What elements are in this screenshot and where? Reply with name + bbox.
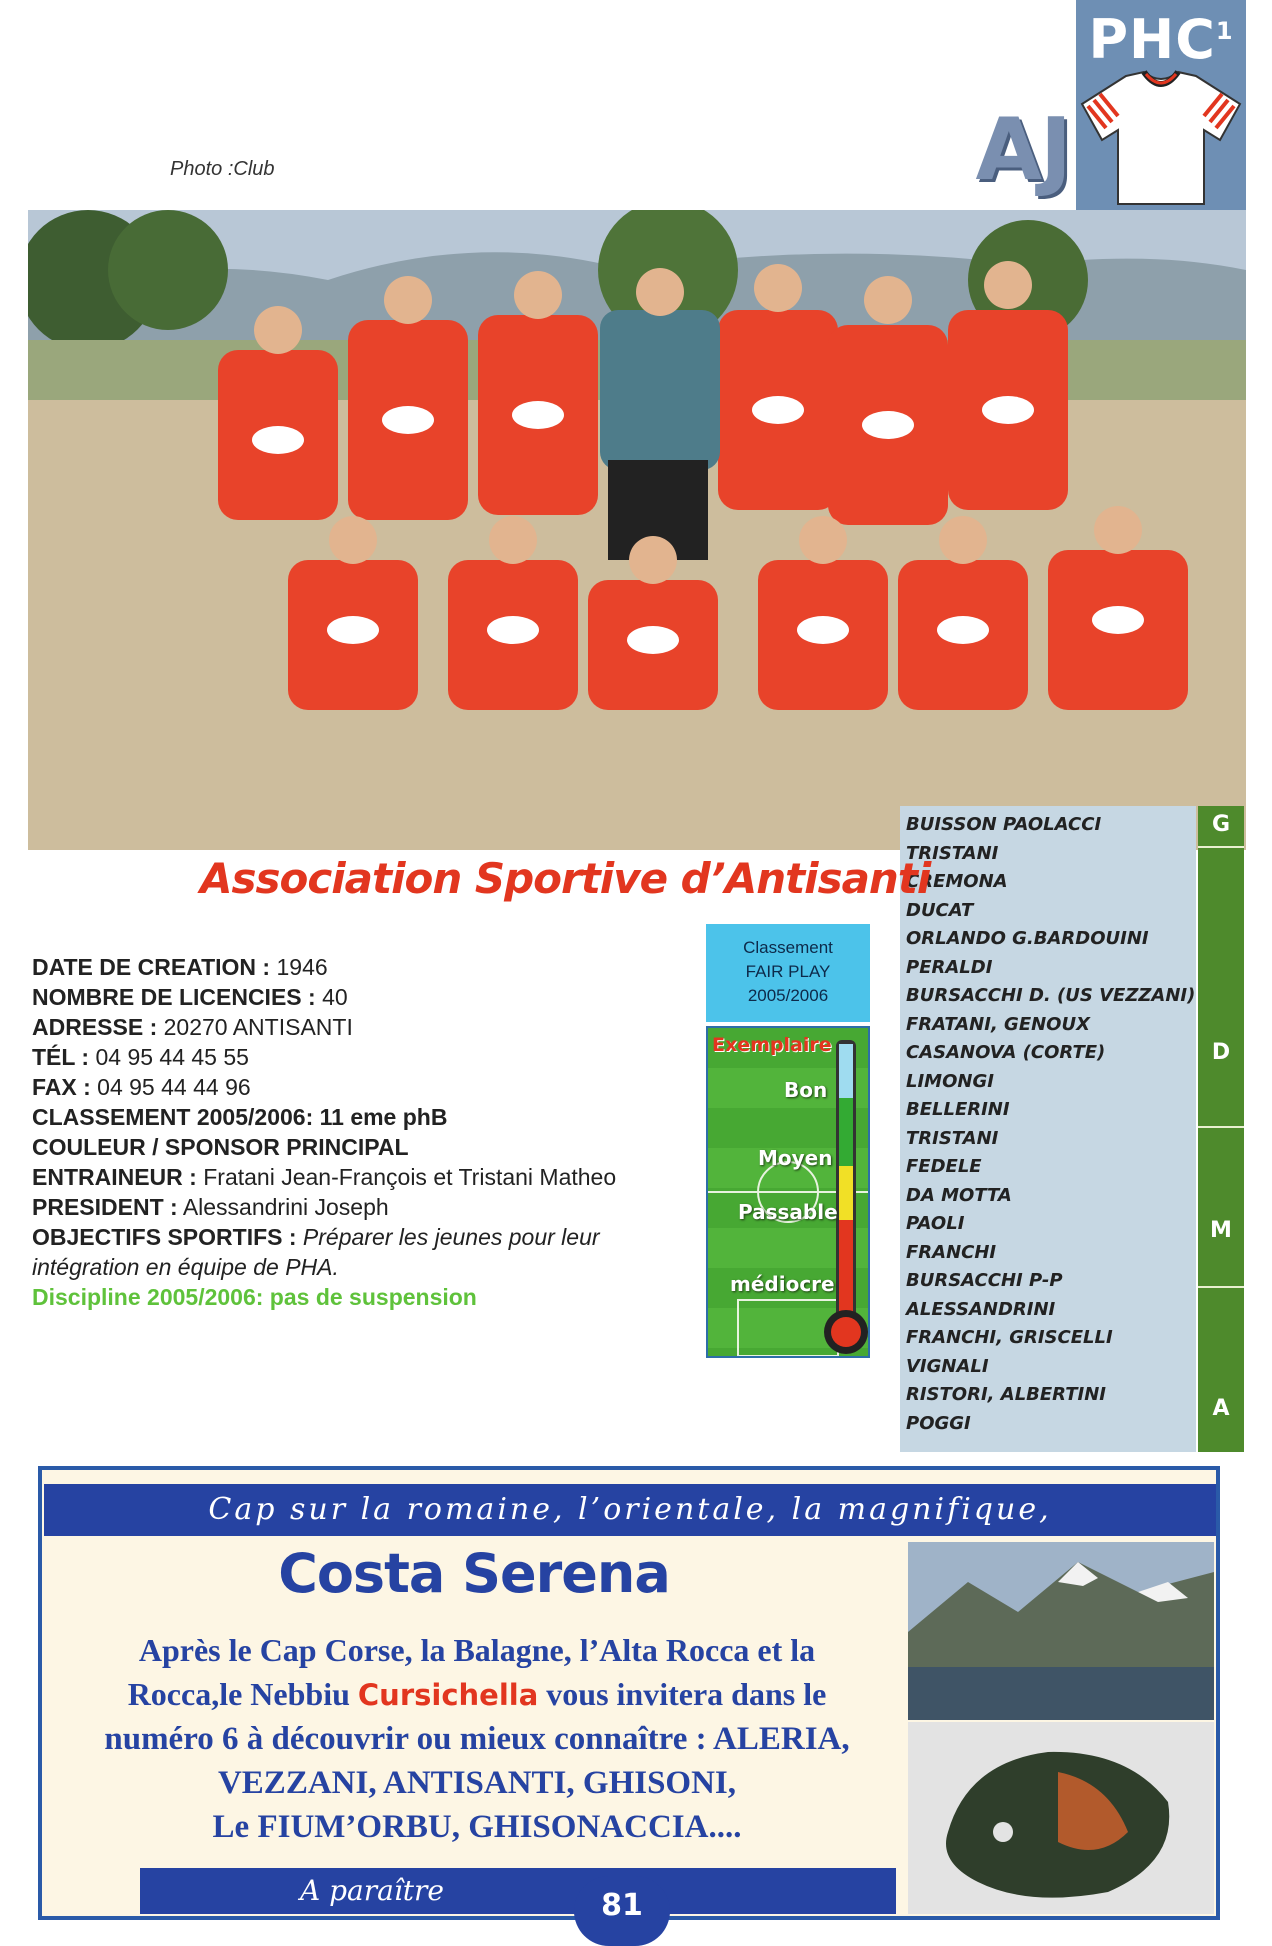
ad-line: VEZZANI, ANTISANTI, GHISONI,: [217, 1765, 737, 1801]
club-title: AJ: [975, 100, 1070, 200]
ad-line: Après le Cap Corse, la Balagne, l’Alta Rocca et la: [138, 1632, 816, 1668]
player-name: TRISTANI: [906, 1128, 999, 1149]
info-tel: TÉL : 04 95 44 45 55: [32, 1044, 249, 1070]
category-label: PHC$^1$: [1088, 8, 1234, 71]
player-name: CREMONA: [906, 871, 1008, 892]
antique-vase-photo: [908, 1722, 1214, 1914]
player-name: ORLANDO G.BARDOUINI: [906, 928, 1149, 949]
ad-band: Cap sur la romaine, l’orientale, la magnifique,: [44, 1484, 1216, 1536]
player-name: POGGI: [906, 1413, 971, 1434]
player-name: BELLERINI: [906, 1099, 1010, 1120]
player-name: BURSACCHI P-P: [906, 1270, 1063, 1291]
team-photo: [28, 210, 1246, 850]
player-name: LIMONGI: [906, 1071, 994, 1092]
fair-play-line1: Classement: [743, 938, 833, 957]
ad-line: numéro 6 à découvrir ou mieux connaître : ALERIA,: [104, 1721, 850, 1757]
gauge-level-bon: Bon: [784, 1078, 828, 1102]
ad-magazine-name: Cursichella: [357, 1678, 539, 1712]
info-creation: DATE DE CREATION : 1946: [32, 954, 328, 980]
ad-line: Rocca,le Nebbiu Cursichella vous invitera dans le: [127, 1676, 827, 1712]
player-name: BURSACCHI D. (US VEZZANI): [906, 985, 1196, 1006]
info-objectifs: OBJECTIFS SPORTIFS : Préparer les jeunes pour leur: [32, 1224, 600, 1250]
player-name: FRANCHI, GRISCELLI: [906, 1327, 1113, 1348]
gauge-level-passable: Passable: [738, 1200, 838, 1224]
mountain-lake-photo: [908, 1542, 1214, 1720]
team-photo-illustration: [28, 210, 1246, 850]
gauge-level-mediocre: médiocre: [730, 1272, 835, 1296]
info-classement: CLASSEMENT 2005/2006: 11 eme phB: [32, 1104, 448, 1130]
fair-play-line3: 2005/2006: [747, 986, 829, 1005]
gauge-level-exemplaire: Exemplaire: [712, 1034, 832, 1056]
player-name: CASANOVA (CORTE): [906, 1042, 1106, 1063]
info-licences: NOMBRE DE LICENCIES : 40: [32, 984, 348, 1010]
player-name: PAOLI: [906, 1213, 965, 1234]
fair-play-header: [706, 924, 870, 1022]
position-goalkeeper: G: [1211, 812, 1231, 837]
player-name: RISTORI, ALBERTINI: [906, 1384, 1106, 1405]
info-objectifs-cont: intégration en équipe de PHA.: [32, 1254, 339, 1280]
player-name: DA MOTTA: [906, 1185, 1012, 1206]
player-name: DUCAT: [906, 900, 974, 921]
info-entraineur: ENTRAINEUR : Fratani Jean-François et Tristani Matheo: [32, 1164, 617, 1190]
fair-play-gauge: [706, 1026, 870, 1358]
position-midfielder: M: [1210, 1218, 1232, 1243]
player-name: ALESSANDRINI: [906, 1299, 1056, 1320]
info-couleur: COULEUR / SPONSOR PRINCIPAL: [32, 1134, 409, 1160]
association-title: Association Sportive d’Antisanti: [200, 854, 931, 903]
player-name: FRATANI, GENOUX: [906, 1014, 1090, 1035]
ad-text: [44, 1628, 910, 1849]
info-president: PRESIDENT : Alessandrini Joseph: [32, 1194, 389, 1220]
player-name: VIGNALI: [906, 1356, 989, 1377]
player-name: TRISTANI: [906, 843, 999, 864]
info-address: ADRESSE : 20270 ANTISANTI: [32, 1014, 353, 1040]
position-attacker: A: [1212, 1396, 1230, 1421]
info-fax: FAX : 04 95 44 44 96: [32, 1074, 251, 1100]
ad-footer: A paraître: [140, 1868, 896, 1914]
position-defender: D: [1211, 1040, 1231, 1065]
position-divider: [1198, 1286, 1244, 1452]
page-number: 81: [574, 1876, 670, 1946]
jersey-icon: [1080, 70, 1242, 206]
fair-play-line2: FAIR PLAY: [745, 962, 831, 981]
position-divider: [1198, 846, 1244, 1126]
ad-line: Le FIUM’ORBU, GHISONACCIA....: [212, 1809, 742, 1845]
gauge-level-moyen: Moyen: [758, 1146, 833, 1170]
player-name: PERALDI: [906, 957, 993, 978]
info-discipline: Discipline 2005/2006: pas de suspension: [32, 1284, 477, 1310]
player-name: FRANCHI: [906, 1242, 997, 1263]
player-name: BUISSON PAOLACCI: [906, 814, 1102, 835]
position-divider: [1198, 1126, 1244, 1286]
photo-credit: Photo :Club: [170, 158, 275, 180]
ad-title: Costa Serena: [278, 1542, 670, 1605]
player-name: FEDELE: [906, 1156, 982, 1177]
